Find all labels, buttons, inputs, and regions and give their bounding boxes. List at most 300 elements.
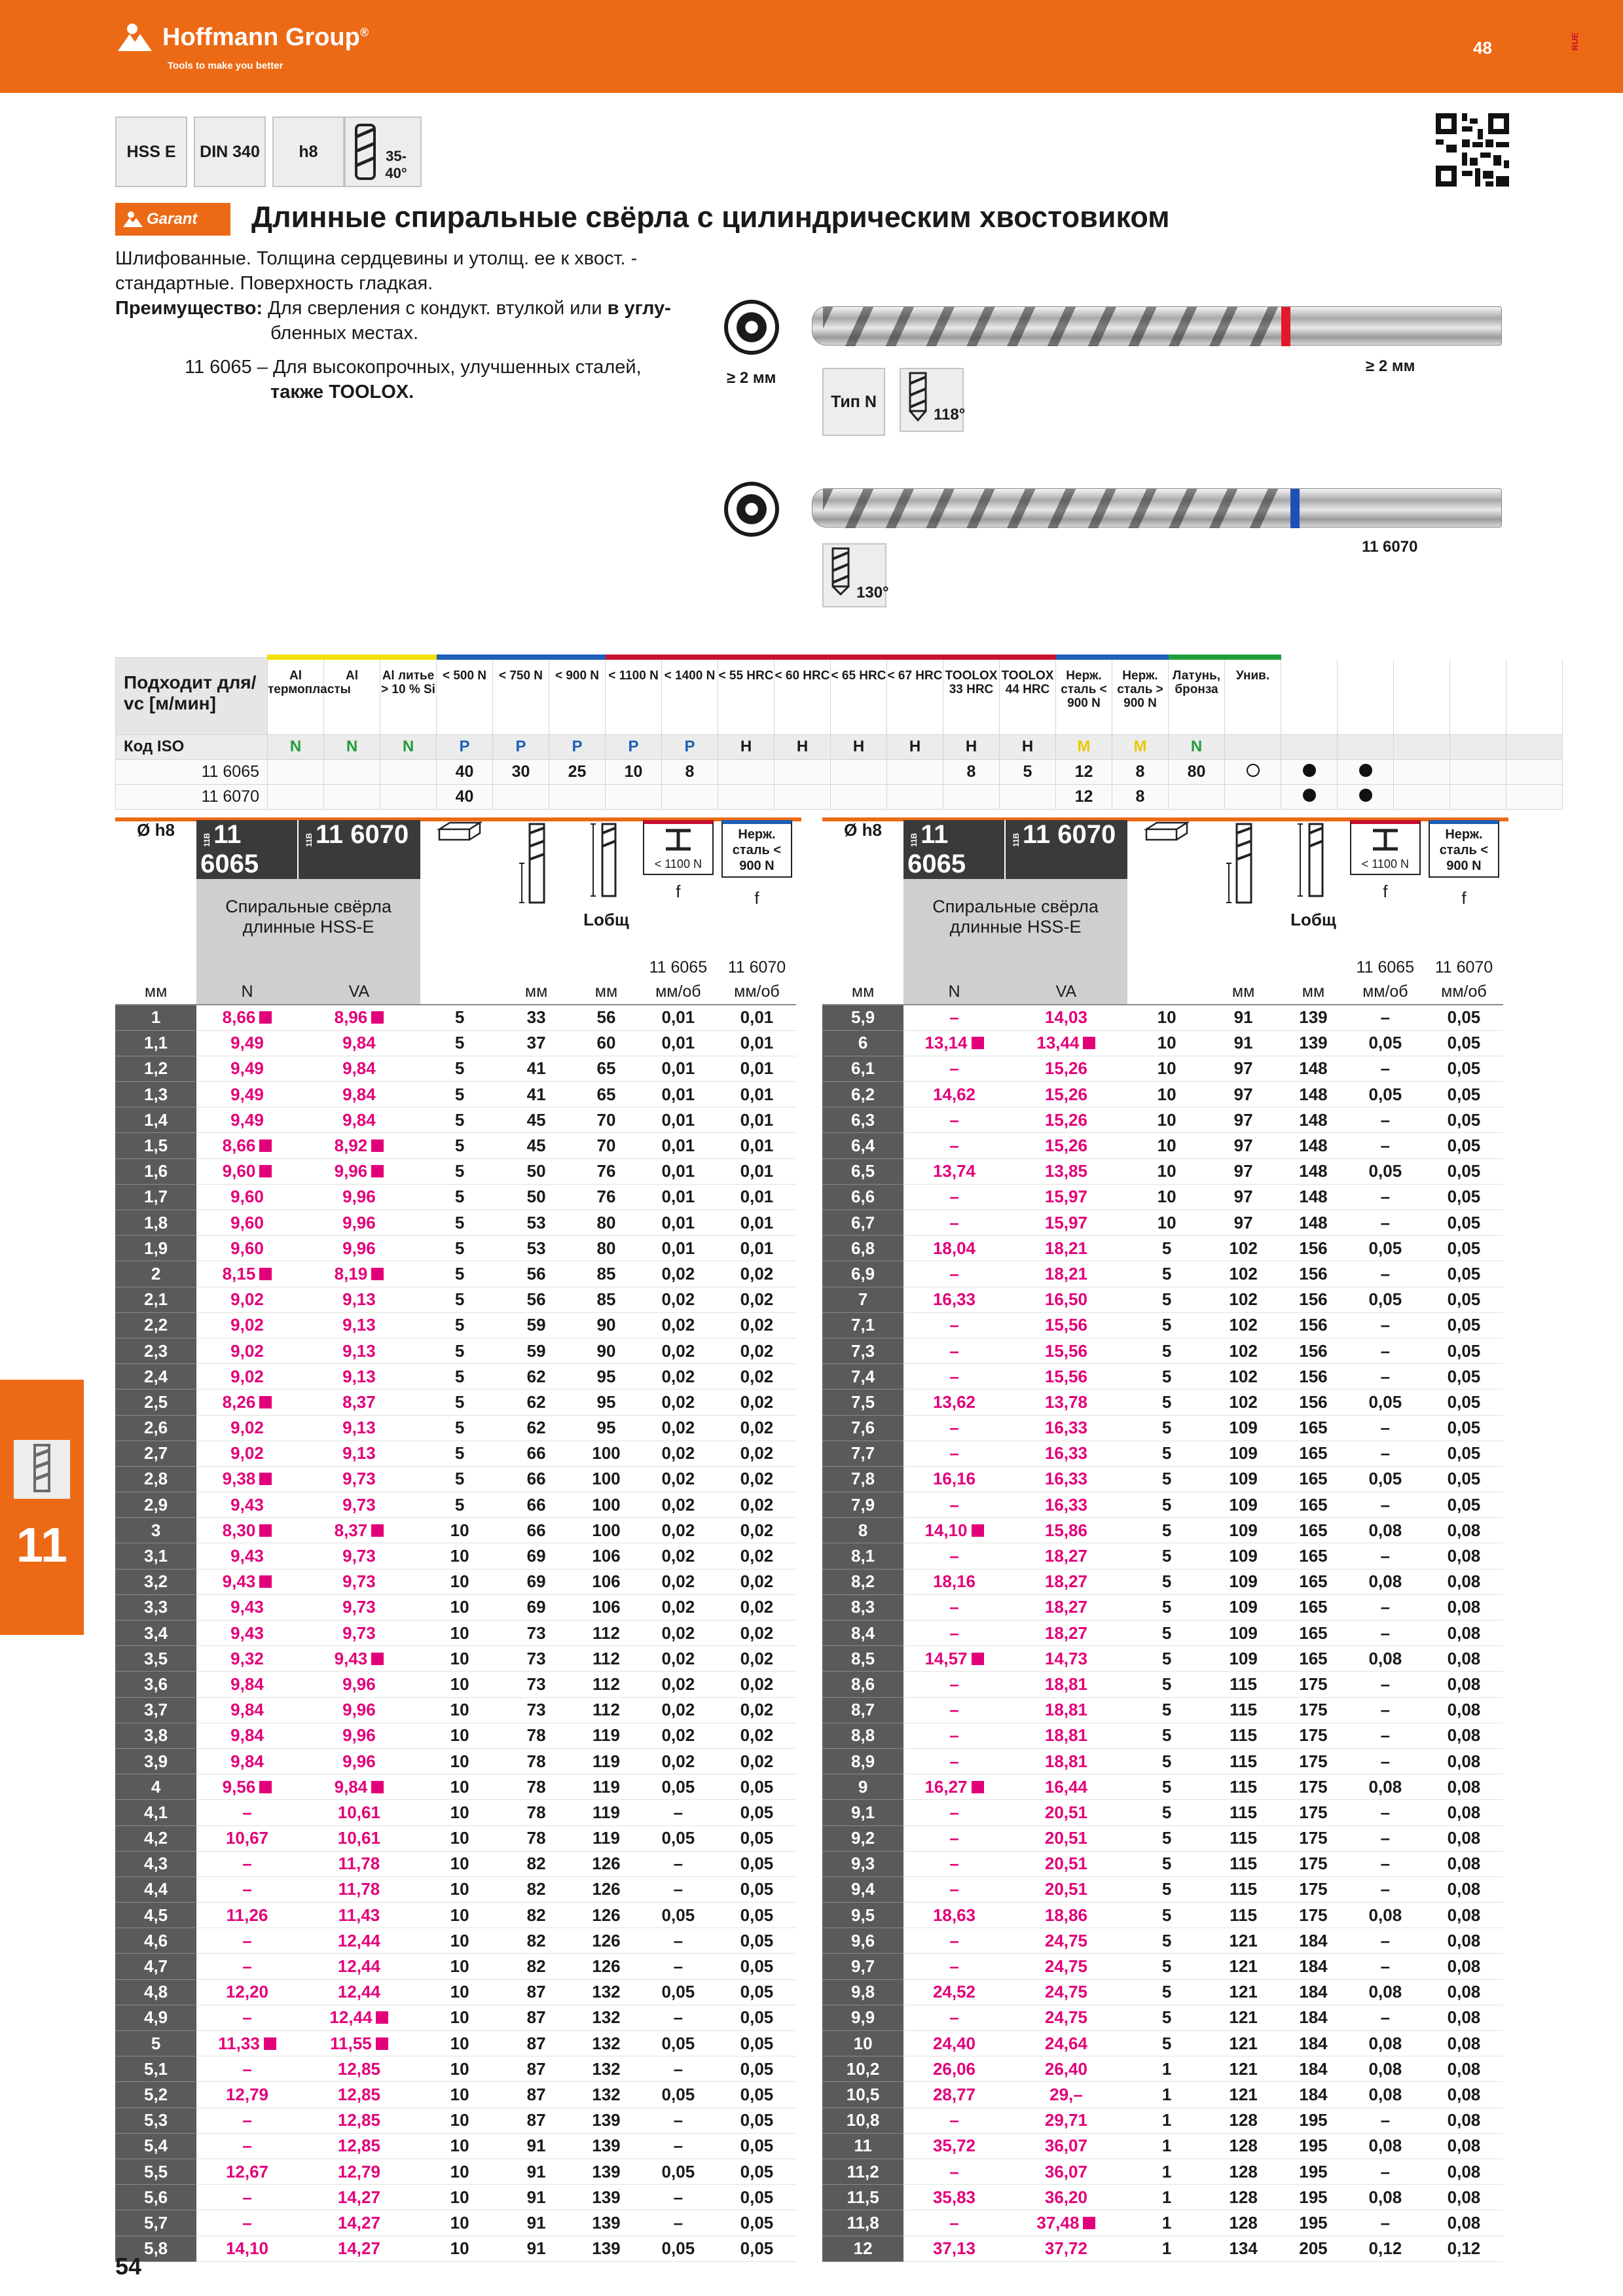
diameter: 5,1	[115, 2056, 196, 2082]
diameter: 6,5	[822, 1158, 903, 1184]
price-n[interactable]: –	[196, 1851, 298, 1876]
price-va[interactable]: 9,96	[298, 1158, 420, 1184]
table-row	[115, 1107, 796, 1133]
hoffmann-logo[interactable]	[115, 22, 369, 52]
price-n[interactable]: 9,43	[196, 1492, 298, 1518]
material-column-20	[1394, 657, 1450, 734]
feed-6070: 0,08	[1425, 2210, 1503, 2236]
price-va[interactable]: 15,56	[1005, 1338, 1127, 1363]
price-va[interactable]: 18,27	[1005, 1543, 1127, 1569]
type-box: Тип N	[822, 368, 885, 436]
price-n[interactable]: –	[903, 1184, 1005, 1210]
price-va[interactable]: 9,96	[298, 1723, 420, 1748]
price-n[interactable]: 11,33	[196, 2031, 298, 2056]
price-n[interactable]: 9,49	[196, 1107, 298, 1133]
price-va[interactable]: 18,81	[1005, 1723, 1127, 1748]
price-n[interactable]: 9,02	[196, 1338, 298, 1363]
price-va[interactable]: 9,96	[298, 1236, 420, 1261]
price-va[interactable]: 9,13	[298, 1338, 420, 1363]
price-n[interactable]: –	[196, 1928, 298, 1954]
price-n[interactable]: –	[196, 2185, 298, 2210]
table-row	[115, 1082, 796, 1107]
pack-qty: 10	[420, 2082, 499, 2108]
price-va[interactable]: 9,73	[298, 1466, 420, 1492]
price-va[interactable]: 36,07	[1005, 2133, 1127, 2159]
price-n[interactable]: 13,74	[903, 1158, 1005, 1184]
price-va[interactable]: 37,72	[1005, 2236, 1127, 2261]
price-va[interactable]: 36,07	[1005, 2159, 1127, 2184]
flute-length: 97	[1206, 1184, 1281, 1210]
price-n[interactable]: 16,16	[903, 1466, 1005, 1492]
total-length: 195	[1281, 2133, 1346, 2159]
price-n[interactable]: 9,02	[196, 1287, 298, 1312]
flute-length: 56	[499, 1287, 574, 1312]
price-n[interactable]: 9,60	[196, 1210, 298, 1236]
price-n[interactable]: –	[196, 2108, 298, 2133]
flute-length: 78	[499, 1723, 574, 1748]
price-n[interactable]: 14,57	[903, 1646, 1005, 1672]
price-va[interactable]: 10,61	[298, 1800, 420, 1825]
feed-6070: 0,05	[718, 1825, 796, 1851]
feed-6070: 0,02	[718, 1518, 796, 1543]
price-va[interactable]: 8,37	[298, 1390, 420, 1415]
table-row	[115, 1466, 796, 1492]
price-va[interactable]: 13,78	[1005, 1390, 1127, 1415]
price-va[interactable]: 18,27	[1005, 1621, 1127, 1646]
price-n[interactable]: –	[903, 1441, 1005, 1466]
price-n[interactable]: 12,20	[196, 1979, 298, 2005]
price-va[interactable]: 9,96	[298, 1210, 420, 1236]
total-length: 139	[574, 2133, 639, 2159]
price-va[interactable]: 9,84	[298, 1774, 420, 1800]
price-va[interactable]: 18,27	[1005, 1594, 1127, 1620]
price-va[interactable]: 8,37	[298, 1518, 420, 1543]
feed-6065: –	[1346, 1338, 1425, 1363]
price-va[interactable]: 18,86	[1005, 1903, 1127, 1928]
price-n[interactable]: –	[903, 1825, 1005, 1851]
total-length: 65	[574, 1082, 639, 1107]
price-va[interactable]: 14,27	[298, 2236, 420, 2261]
table-head-row	[822, 955, 1503, 980]
price-va[interactable]: 15,86	[1005, 1518, 1127, 1543]
f-item-head: 11 6065	[1356, 958, 1415, 977]
flute-length: 78	[499, 1800, 574, 1825]
vc-value	[887, 784, 943, 809]
iso-code	[1281, 734, 1338, 759]
total-length: 156	[1281, 1364, 1346, 1390]
price-n[interactable]: 9,60	[196, 1236, 298, 1261]
flute-length: 115	[1206, 1876, 1281, 1902]
price-n[interactable]: –	[903, 2210, 1005, 2236]
price-n[interactable]: 8,30	[196, 1518, 298, 1543]
price-va[interactable]: 9,96	[298, 1748, 420, 1774]
feed-6065: 0,02	[639, 1466, 718, 1492]
price-va[interactable]: 11,43	[298, 1903, 420, 1928]
price-n[interactable]: 37,13	[903, 2236, 1005, 2261]
price-n[interactable]: –	[903, 1133, 1005, 1158]
feed-6065: –	[639, 1876, 718, 1902]
pack-qty: 5	[420, 1466, 499, 1492]
price-va[interactable]: 9,84	[298, 1082, 420, 1107]
pack-qty: 5	[1127, 1954, 1206, 1979]
price-n[interactable]: 14,62	[903, 1082, 1005, 1107]
flute-length: 97	[1206, 1133, 1281, 1158]
price-va[interactable]: 18,81	[1005, 1697, 1127, 1723]
feed-6065: 0,01	[639, 1210, 718, 1236]
price-n[interactable]: –	[903, 1107, 1005, 1133]
price-va[interactable]: 18,81	[1005, 1672, 1127, 1697]
flute-length: 109	[1206, 1518, 1281, 1543]
price-n[interactable]: –	[196, 1800, 298, 1825]
price-n[interactable]: 26,06	[903, 2056, 1005, 2082]
price-n[interactable]: 9,49	[196, 1030, 298, 1056]
price-n[interactable]: –	[903, 1928, 1005, 1954]
price-va[interactable]: 18,81	[1005, 1748, 1127, 1774]
price-n[interactable]: 18,16	[903, 1569, 1005, 1594]
price-n[interactable]: 12,79	[196, 2082, 298, 2108]
price-va[interactable]: 15,26	[1005, 1133, 1127, 1158]
price-va[interactable]: 11,78	[298, 1876, 420, 1902]
price-va[interactable]: 12,85	[298, 2133, 420, 2159]
price-n[interactable]: 9,38	[196, 1466, 298, 1492]
price-n[interactable]: 9,49	[196, 1056, 298, 1081]
price-n[interactable]: –	[903, 2159, 1005, 2184]
price-n[interactable]: –	[903, 2108, 1005, 2133]
price-va[interactable]: 29,71	[1005, 2108, 1127, 2133]
unit-cell: VA	[298, 980, 420, 1005]
price-va[interactable]: 9,73	[298, 1492, 420, 1518]
item-note: 11 6065 – Для высокопрочных, улучшенных сталей,	[185, 357, 642, 378]
price-va[interactable]: 16,33	[1005, 1441, 1127, 1466]
price-n[interactable]: –	[196, 2210, 298, 2236]
price-n[interactable]: 35,72	[903, 2133, 1005, 2159]
diameter: 4,2	[115, 1825, 196, 1851]
price-va[interactable]: 9,73	[298, 1543, 420, 1569]
price-n[interactable]: 28,77	[903, 2082, 1005, 2108]
price-va[interactable]: 9,13	[298, 1312, 420, 1338]
price-va[interactable]: 12,44	[298, 1954, 420, 1979]
flute-length: 128	[1206, 2185, 1281, 2210]
price-n[interactable]: 8,66	[196, 1005, 298, 1030]
table-row	[822, 1184, 1503, 1210]
price-n[interactable]: 9,84	[196, 1697, 298, 1723]
price-va[interactable]: 9,73	[298, 1594, 420, 1620]
price-va[interactable]: 24,75	[1005, 1954, 1127, 1979]
price-n[interactable]: 8,15	[196, 1261, 298, 1287]
price-n[interactable]: –	[196, 1954, 298, 1979]
price-n[interactable]: 24,52	[903, 1979, 1005, 2005]
price-va[interactable]: 26,40	[1005, 2056, 1127, 2082]
price-n[interactable]: –	[903, 1312, 1005, 1338]
pack-qty: 5	[1127, 1646, 1206, 1672]
price-n[interactable]: 24,40	[903, 2031, 1005, 2056]
total-length: 112	[574, 1697, 639, 1723]
total-length: 175	[1281, 1748, 1346, 1774]
pack-qty: 10	[420, 1543, 499, 1569]
price-n[interactable]: 9,84	[196, 1723, 298, 1748]
price-va[interactable]: 10,61	[298, 1825, 420, 1851]
price-va[interactable]: 12,44	[298, 1928, 420, 1954]
price-va[interactable]: 14,27	[298, 2185, 420, 2210]
price-va[interactable]: 16,33	[1005, 1466, 1127, 1492]
price-n[interactable]: 16,27	[903, 1774, 1005, 1800]
price-va[interactable]: 20,51	[1005, 1876, 1127, 1902]
price-va[interactable]: 12,85	[298, 2056, 420, 2082]
feed-6065: 0,02	[639, 1723, 718, 1748]
dimension-table-left	[115, 820, 796, 2262]
vc-value	[943, 784, 1000, 809]
price-n[interactable]: 9,02	[196, 1441, 298, 1466]
price-va[interactable]: 12,85	[298, 2082, 420, 2108]
price-va[interactable]: 20,51	[1005, 1851, 1127, 1876]
price-va[interactable]: 15,56	[1005, 1364, 1127, 1390]
price-va[interactable]: 9,84	[298, 1107, 420, 1133]
vc-value	[775, 759, 831, 784]
table-row	[822, 1723, 1503, 1748]
price-n[interactable]: 8,66	[196, 1133, 298, 1158]
table-row	[822, 1697, 1503, 1723]
price-n[interactable]: 16,33	[903, 1287, 1005, 1312]
price-va[interactable]: 9,13	[298, 1364, 420, 1390]
price-n[interactable]: –	[196, 2056, 298, 2082]
price-va[interactable]: 15,56	[1005, 1312, 1127, 1338]
price-n[interactable]: 35,83	[903, 2185, 1005, 2210]
price-va[interactable]: 24,75	[1005, 1928, 1127, 1954]
price-va[interactable]: 9,13	[298, 1441, 420, 1466]
price-va[interactable]: 14,73	[1005, 1646, 1127, 1672]
price-va[interactable]: 12,44	[298, 2005, 420, 2030]
price-va[interactable]: 24,75	[1005, 1979, 1127, 2005]
blank-head	[574, 955, 639, 980]
table-row	[115, 1672, 796, 1697]
flute-length: 109	[1206, 1594, 1281, 1620]
price-va[interactable]: 12,44	[298, 1979, 420, 2005]
price-va[interactable]: 36,20	[1005, 2185, 1127, 2210]
table-row	[822, 2056, 1503, 2082]
price-va[interactable]: 8,92	[298, 1133, 420, 1158]
price-n[interactable]: 11,26	[196, 1903, 298, 1928]
price-n[interactable]: –	[903, 1056, 1005, 1081]
diameter: 7,7	[822, 1441, 903, 1466]
price-va[interactable]: 14,27	[298, 2210, 420, 2236]
price-va[interactable]: 9,43	[298, 1646, 420, 1672]
price-n[interactable]: –	[903, 1723, 1005, 1748]
total-length: 165	[1281, 1594, 1346, 1620]
price-va[interactable]: 16,33	[1005, 1415, 1127, 1441]
price-n[interactable]: 13,62	[903, 1390, 1005, 1415]
price-va[interactable]: 9,13	[298, 1415, 420, 1441]
vc-value	[662, 784, 718, 809]
total-length: 165	[1281, 1569, 1346, 1594]
price-n[interactable]: –	[903, 1876, 1005, 1902]
price-va[interactable]: 8,96	[298, 1005, 420, 1030]
feed-6070: 0,08	[1425, 1723, 1503, 1748]
table-row	[822, 1005, 1503, 1030]
total-length: 132	[574, 2056, 639, 2082]
description-line: Шлифованные. Толщина сердцевины и утолщ. ее к хвост. -	[115, 248, 638, 269]
price-va[interactable]: 15,26	[1005, 1056, 1127, 1081]
price-va[interactable]: 15,26	[1005, 1082, 1127, 1107]
price-va[interactable]: 9,84	[298, 1056, 420, 1081]
price-va[interactable]: 15,97	[1005, 1184, 1127, 1210]
suitable-dot-icon	[1303, 789, 1316, 802]
price-n[interactable]: –	[903, 1851, 1005, 1876]
pack-qty: 5	[420, 1261, 499, 1287]
flute-length: 97	[1206, 1082, 1281, 1107]
iso-code: M	[1056, 734, 1112, 759]
app-header-row	[116, 657, 1563, 734]
table-row	[115, 1158, 796, 1184]
feed-6070: 0,08	[1425, 1979, 1503, 2005]
diameter: 2,3	[115, 1338, 196, 1363]
total-length: 100	[574, 1492, 639, 1518]
diameter: 1,5	[115, 1133, 196, 1158]
application-table	[115, 655, 1563, 810]
price-n[interactable]: 9,32	[196, 1646, 298, 1672]
feed-6070: 0,05	[1425, 1364, 1503, 1390]
price-n[interactable]: –	[903, 1415, 1005, 1441]
price-va[interactable]: 15,26	[1005, 1107, 1127, 1133]
iso-code: N	[268, 734, 324, 759]
diameter: 2,8	[115, 1466, 196, 1492]
price-n[interactable]: –	[196, 2005, 298, 2030]
price-n[interactable]: 9,43	[196, 1569, 298, 1594]
price-n[interactable]: 8,26	[196, 1390, 298, 1415]
price-va[interactable]: 16,50	[1005, 1287, 1127, 1312]
blank-head	[115, 955, 196, 980]
brand-tagline: Tools to make you better	[168, 60, 283, 71]
feed-6070: 0,08	[1425, 1697, 1503, 1723]
price-va[interactable]: 9,96	[298, 1672, 420, 1697]
price-va[interactable]: 18,21	[1005, 1236, 1127, 1261]
price-va[interactable]: 29,–	[1005, 2082, 1127, 2108]
price-n[interactable]: 9,43	[196, 1594, 298, 1620]
price-n[interactable]: –	[903, 1364, 1005, 1390]
price-n[interactable]: 14,10	[196, 2236, 298, 2261]
diameter: 1,6	[115, 1158, 196, 1184]
chapter-tab[interactable]	[0, 1380, 84, 1635]
table-row	[115, 1621, 796, 1646]
price-va[interactable]: 20,51	[1005, 1825, 1127, 1851]
price-n[interactable]: –	[903, 1543, 1005, 1569]
price-va[interactable]: 20,51	[1005, 1800, 1127, 1825]
total-length: 165	[1281, 1492, 1346, 1518]
price-va[interactable]: 12,79	[298, 2159, 420, 2184]
price-n[interactable]: –	[196, 2133, 298, 2159]
price-n[interactable]: –	[903, 1492, 1005, 1518]
price-n[interactable]: –	[196, 1876, 298, 1902]
price-va[interactable]: 13,44	[1005, 1030, 1127, 1056]
price-va[interactable]: 14,03	[1005, 1005, 1127, 1030]
price-n[interactable]: 9,02	[196, 1312, 298, 1338]
vc-value	[1338, 759, 1394, 784]
price-n[interactable]: –	[903, 1261, 1005, 1287]
price-n[interactable]: 13,14	[903, 1030, 1005, 1056]
item-note-2: также TOOLOX.	[270, 382, 414, 403]
price-n[interactable]: 18,63	[903, 1903, 1005, 1928]
price-n[interactable]: 9,43	[196, 1543, 298, 1569]
feed-6070: 0,01	[718, 1184, 796, 1210]
price-va[interactable]: 15,97	[1005, 1210, 1127, 1236]
flute-length: 102	[1206, 1338, 1281, 1363]
price-n[interactable]: –	[903, 1005, 1005, 1030]
total-length: 90	[574, 1338, 639, 1363]
price-n[interactable]: 9,60	[196, 1184, 298, 1210]
feed-6070: 0,05	[718, 2236, 796, 2261]
price-n[interactable]: 9,43	[196, 1621, 298, 1646]
price-n[interactable]: –	[903, 1621, 1005, 1646]
price-n[interactable]: –	[903, 1672, 1005, 1697]
price-va[interactable]: 24,64	[1005, 2031, 1127, 2056]
price-n[interactable]: –	[903, 1594, 1005, 1620]
price-n[interactable]: 9,02	[196, 1364, 298, 1390]
feed-6065: 0,02	[639, 1672, 718, 1697]
price-n[interactable]: 9,84	[196, 1748, 298, 1774]
qr-code-icon[interactable]	[1436, 113, 1509, 187]
diameter: 4	[115, 1774, 196, 1800]
price-va[interactable]: 11,55	[298, 2031, 420, 2056]
price-va[interactable]: 9,96	[298, 1184, 420, 1210]
flute-length: 102	[1206, 1364, 1281, 1390]
table-row	[822, 1851, 1503, 1876]
price-va[interactable]: 9,73	[298, 1569, 420, 1594]
price-n[interactable]: –	[903, 1210, 1005, 1236]
price-n[interactable]: 10,67	[196, 1825, 298, 1851]
price-va[interactable]: 11,78	[298, 1851, 420, 1876]
price-n[interactable]: –	[903, 1748, 1005, 1774]
price-va[interactable]: 9,96	[298, 1697, 420, 1723]
diameter: 3,6	[115, 1672, 196, 1697]
feed-6065: 0,05	[1346, 1158, 1425, 1184]
price-va[interactable]: 13,85	[1005, 1158, 1127, 1184]
price-va[interactable]: 16,44	[1005, 1774, 1127, 1800]
price-n[interactable]: 9,84	[196, 1672, 298, 1697]
price-n[interactable]: 12,67	[196, 2159, 298, 2184]
flute-length: 62	[499, 1390, 574, 1415]
price-va[interactable]: 24,75	[1005, 2005, 1127, 2030]
diameter: 1,8	[115, 1210, 196, 1236]
price-n[interactable]: 9,60	[196, 1158, 298, 1184]
price-va[interactable]: 37,48	[1005, 2210, 1127, 2236]
price-n[interactable]: –	[903, 1800, 1005, 1825]
price-n[interactable]: –	[903, 1697, 1005, 1723]
pack-qty: 10	[1127, 1133, 1206, 1158]
pack-qty: 5	[420, 1364, 499, 1390]
price-n[interactable]: 18,04	[903, 1236, 1005, 1261]
price-va[interactable]: 16,33	[1005, 1492, 1127, 1518]
price-va[interactable]: 9,13	[298, 1287, 420, 1312]
pack-qty: 5	[1127, 1338, 1206, 1363]
total-length: 95	[574, 1364, 639, 1390]
price-n[interactable]: 9,02	[196, 1415, 298, 1441]
price-va[interactable]: 18,27	[1005, 1569, 1127, 1594]
price-n[interactable]: –	[903, 1954, 1005, 1979]
price-n[interactable]: 14,10	[903, 1518, 1005, 1543]
price-n[interactable]: –	[903, 2005, 1005, 2030]
price-va[interactable]: 9,84	[298, 1030, 420, 1056]
feed-6070: 0,05	[1425, 1133, 1503, 1158]
price-va[interactable]: 9,73	[298, 1621, 420, 1646]
price-va[interactable]: 12,85	[298, 2108, 420, 2133]
price-n[interactable]: 9,49	[196, 1082, 298, 1107]
price-n[interactable]: –	[903, 1338, 1005, 1363]
feed-6065: 0,08	[1346, 1979, 1425, 2005]
price-va[interactable]: 18,21	[1005, 1261, 1127, 1287]
price-n[interactable]: 9,56	[196, 1774, 298, 1800]
feed-6065: –	[1346, 1672, 1425, 1697]
price-va[interactable]: 8,19	[298, 1261, 420, 1287]
pack-qty: 5	[420, 1492, 499, 1518]
